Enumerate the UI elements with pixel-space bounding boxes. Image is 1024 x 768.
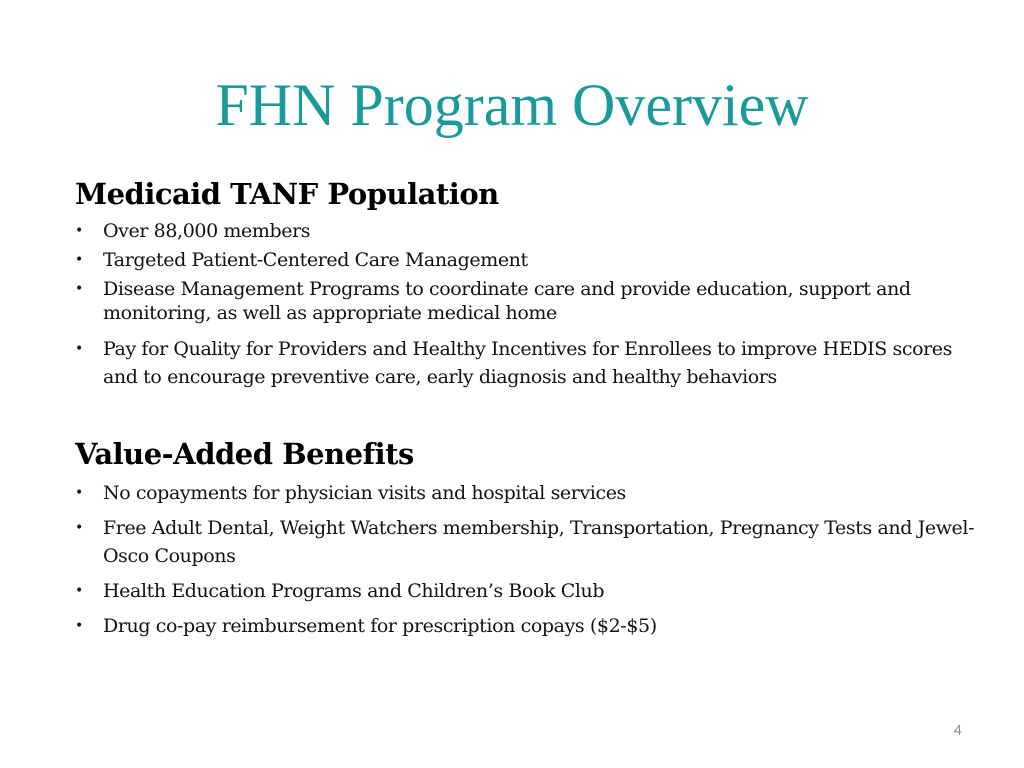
list-item: [75, 277, 975, 325]
bullet-icon: •: [75, 583, 83, 599]
list-item: [75, 577, 975, 605]
bullet-icon: •: [75, 485, 83, 501]
list-item: [75, 248, 975, 272]
section-value-added-benefits: [75, 435, 975, 647]
list-item-text: Drug co-pay reimbursement for prescription copays ($2-$5): [103, 615, 657, 637]
bullet-list: [75, 479, 975, 640]
slide-title: FHN Program Overview: [215, 72, 809, 138]
list-item: [75, 514, 975, 570]
list-item: [75, 219, 975, 243]
list-item-text: Pay for Quality for Providers and Healthy Incentives for Enrollees to improve HEDIS scores and to encourage preventive care, early diagnosis and healthy behaviors: [103, 338, 952, 388]
list-item-text: Health Education Programs and Children’s Book Club: [103, 580, 605, 602]
list-item-text: No copayments for physician visits and hospital services: [103, 482, 626, 504]
list-item-text: Disease Management Programs to coordinate care and provide education, support and monitoring, as well as appropriate medical home: [103, 278, 911, 324]
bullet-icon: •: [75, 341, 83, 357]
bullet-icon: •: [75, 252, 83, 268]
section-medicaid-tanf: [75, 175, 975, 395]
bullet-icon: •: [75, 618, 83, 634]
list-item-text: Over 88,000 members: [103, 220, 311, 242]
list-item: [75, 479, 975, 507]
list-item: [75, 612, 975, 640]
bullet-list: [75, 219, 975, 391]
bullet-icon: •: [75, 520, 83, 536]
list-item-text: Free Adult Dental, Weight Watchers membership, Transportation, Pregnancy Tests and Jewel-Osco Coupons: [103, 517, 975, 567]
list-item-text: Targeted Patient-Centered Care Management: [103, 249, 528, 271]
list-item: [75, 335, 975, 391]
section-heading: Value-Added Benefits: [75, 437, 414, 471]
section-heading: Medicaid TANF Population: [75, 177, 499, 211]
bullet-icon: •: [75, 281, 83, 297]
bullet-icon: •: [75, 223, 83, 239]
page-number: 4: [953, 722, 962, 739]
